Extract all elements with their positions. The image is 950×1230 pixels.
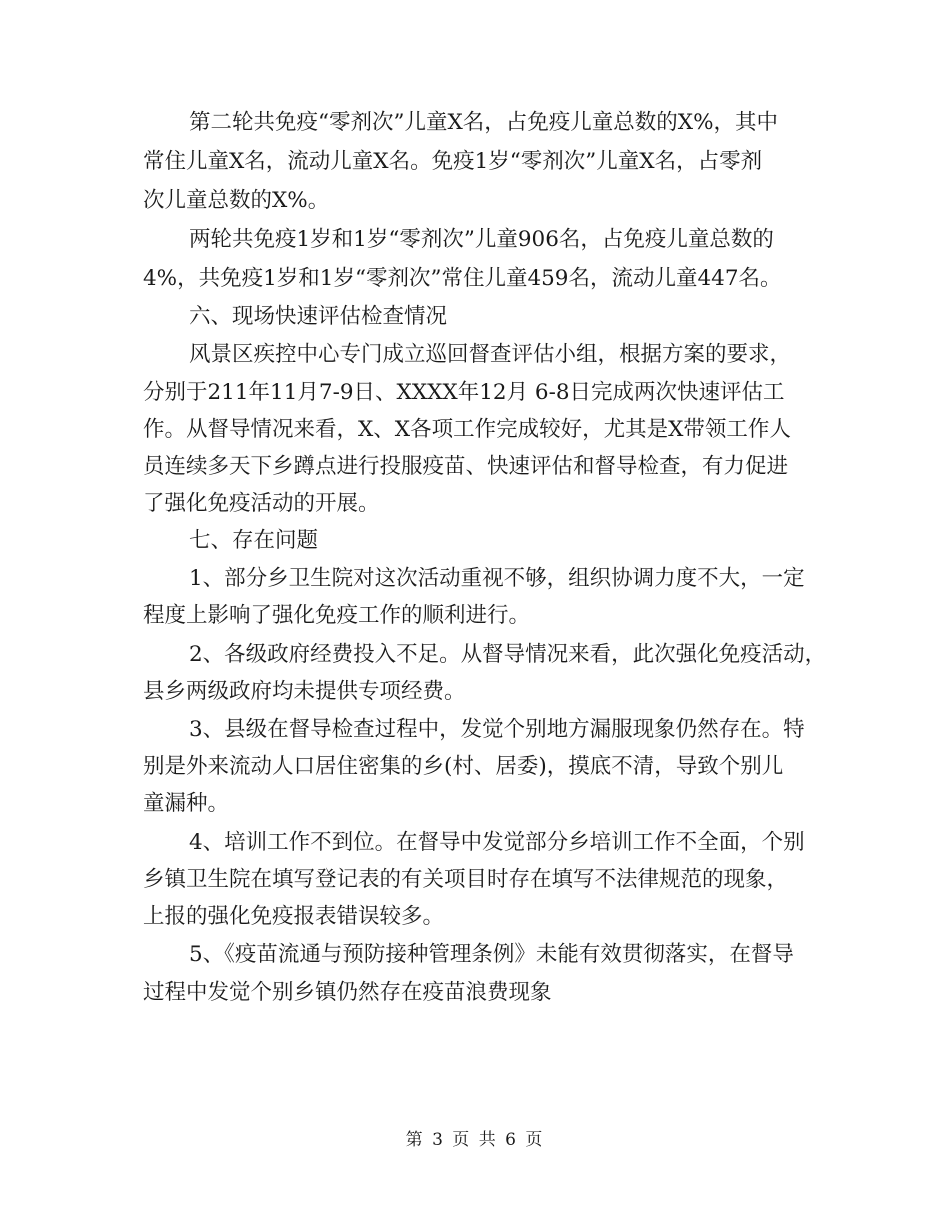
- text-line: 5、《疫苗流通与预防接种管理条例》未能有效贯彻落实，在督导: [189, 942, 794, 967]
- text-line: 过程中发觉个别乡镇仍然存在疫苗浪费现象: [143, 980, 552, 1005]
- text-line: 2、各级政府经费投入不足。从督导情况来看，此次强化免疫活动，: [189, 642, 827, 667]
- text-line: 县乡两级政府均未提供专项经费。: [143, 679, 466, 704]
- text-line: 常住儿童X名，流动儿童X名。免疫1岁“零剂次”儿童X名，占零剂: [143, 149, 763, 174]
- text-line: 乡镇卫生院在填写登记表的有关项目时存在填写不法律规范的现象，: [143, 867, 789, 892]
- text-line: 别是外来流动人口居住密集的乡(村、居委)，摸底不清，导致个别儿: [143, 754, 784, 779]
- text-line: 风景区疾控中心专门成立巡回督查评估小组，根据方案的要求，: [189, 342, 792, 367]
- text-line: 次儿童总数的X%。: [143, 188, 330, 213]
- page-number-footer: 第 3 页 共 6 页: [405, 1130, 545, 1150]
- text-line: 童漏种。: [143, 791, 230, 816]
- text-line: 作。从督导情况来看，X、X各项工作完成较好，尤其是X带领工作人: [143, 417, 791, 442]
- text-line: 分别于211年11月7-9日、XXXX年12月 6-8日完成两次快速评估工: [143, 380, 785, 405]
- section-heading: 六、现场快速评估检查情况: [189, 304, 448, 329]
- text-line: 4、培训工作不到位。在督导中发觉部分乡培训工作不全面，个别: [189, 830, 805, 855]
- text-line: 了强化免疫活动的开展。: [143, 491, 380, 516]
- text-line: 3、县级在督导检查过程中，发觉个别地方漏服现象仍然存在。特: [189, 717, 805, 742]
- text-line: 两轮共免疫1岁和1岁“零剂次”儿童906名，占免疫儿童总数的: [189, 227, 774, 252]
- text-line: 4%，共免疫1岁和1岁“零剂次”常住儿童459名，流动儿童447名。: [143, 266, 782, 291]
- text-line: 1、部分乡卫生院对这次活动重视不够，组织协调力度不大，一定: [189, 566, 805, 591]
- text-line: 第二轮共免疫“零剂次”儿童X名，占免疫儿童总数的X%，其中: [189, 110, 779, 135]
- text-line: 员连续多天下乡蹲点进行投服疫苗、快速评估和督导检查，有力促进: [143, 454, 789, 479]
- text-line: 上报的强化免疫报表错误较多。: [143, 904, 445, 929]
- text-line: 程度上影响了强化免疫工作的顺利进行。: [143, 603, 531, 628]
- section-heading: 七、存在问题: [189, 528, 319, 553]
